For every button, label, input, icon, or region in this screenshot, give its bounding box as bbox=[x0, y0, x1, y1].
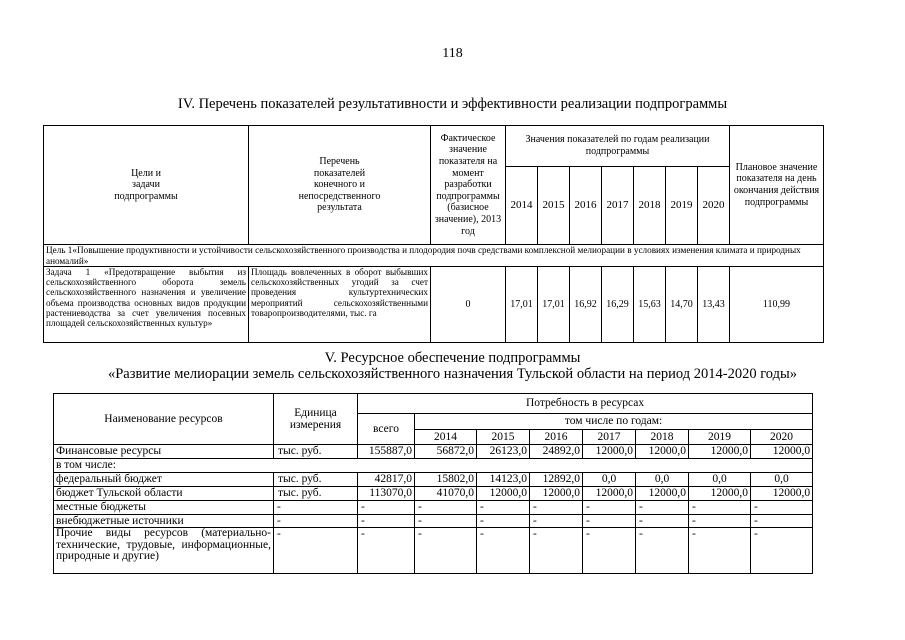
section-5-title-line1: V. Ресурсное обеспечение подпрограммы bbox=[324, 350, 581, 366]
resource-value: - bbox=[477, 514, 530, 528]
year-header: 2015 bbox=[477, 430, 530, 445]
resource-name: Финансовые ресурсы bbox=[54, 445, 274, 459]
resource-value: - bbox=[530, 514, 583, 528]
resource-value: 0,0 bbox=[636, 473, 689, 487]
resource-value: - bbox=[636, 528, 689, 574]
resource-value: 12000,0 bbox=[689, 487, 751, 501]
resource-value: 12000,0 bbox=[583, 487, 636, 501]
year-header: 2016 bbox=[570, 167, 602, 245]
header-by-years: том числе по годам: bbox=[415, 414, 813, 430]
resource-total: - bbox=[358, 501, 415, 515]
resource-value: - bbox=[636, 501, 689, 515]
resources-table bbox=[53, 393, 813, 574]
year-header: 2018 bbox=[634, 167, 666, 245]
resource-value: 0,0 bbox=[689, 473, 751, 487]
resource-value: - bbox=[689, 528, 751, 574]
resource-value: - bbox=[530, 528, 583, 574]
resource-value: 12000,0 bbox=[751, 487, 813, 501]
table-row bbox=[54, 459, 813, 473]
resource-name: федеральный бюджет bbox=[54, 473, 274, 487]
resource-value: - bbox=[751, 501, 813, 515]
resource-value: 12000,0 bbox=[636, 487, 689, 501]
resource-total: 42817,0 bbox=[358, 473, 415, 487]
year-value: 17,01 bbox=[506, 267, 538, 343]
resource-value: 41070,0 bbox=[415, 487, 477, 501]
year-header: 2019 bbox=[666, 167, 698, 245]
resource-name: бюджет Тульской области bbox=[54, 487, 274, 501]
section-5-title bbox=[40, 350, 865, 382]
year-value: 13,43 bbox=[698, 267, 730, 343]
resource-value: - bbox=[477, 528, 530, 574]
resource-value: 0,0 bbox=[751, 473, 813, 487]
resource-unit: тыс. руб. bbox=[274, 487, 358, 501]
resource-name: в том числе: bbox=[54, 459, 813, 473]
year-header: 2017 bbox=[602, 167, 634, 245]
year-header: 2020 bbox=[698, 167, 730, 245]
header-years-group: Значения показателей по годам реализации подпрограммы bbox=[506, 126, 730, 167]
table-row bbox=[54, 487, 813, 501]
resource-name: местные бюджеты bbox=[54, 501, 274, 515]
year-value: 17,01 bbox=[538, 267, 570, 343]
resource-value: - bbox=[751, 528, 813, 574]
header-unit: Единица измерения bbox=[274, 394, 358, 445]
year-header: 2020 bbox=[751, 430, 813, 445]
resource-value: - bbox=[530, 501, 583, 515]
resource-value: - bbox=[415, 501, 477, 515]
resource-name: Прочие виды ресурсов (материально-технические, трудовые, информационные, природные и другие) bbox=[54, 528, 274, 574]
resource-value: - bbox=[583, 528, 636, 574]
resource-unit: тыс. руб. bbox=[274, 473, 358, 487]
section-4-title: IV. Перечень показателей результативности и эффективности реализации подпрограммы bbox=[177, 96, 728, 112]
year-value: 16,92 bbox=[570, 267, 602, 343]
resource-unit: - bbox=[274, 528, 358, 574]
header-resource: Наименование ресурсов bbox=[54, 394, 274, 445]
resource-value: 24892,0 bbox=[530, 445, 583, 459]
page-number: 118 bbox=[442, 46, 463, 61]
year-header: 2015 bbox=[538, 167, 570, 245]
indicator-cell: Площадь вовлеченных в оборот выбывших сельскохозяйственных угодий за счет проведения культуртехнических мероприятий сельскохозяйственными товаропроизводителями, тыс. га bbox=[249, 267, 431, 343]
planned-value: 110,99 bbox=[730, 267, 824, 343]
year-header: 2016 bbox=[530, 430, 583, 445]
resource-value: - bbox=[751, 514, 813, 528]
resource-value: - bbox=[636, 514, 689, 528]
year-header: 2019 bbox=[689, 430, 751, 445]
indicators-table bbox=[43, 125, 824, 343]
resource-value: 12892,0 bbox=[530, 473, 583, 487]
resource-value: 12000,0 bbox=[477, 487, 530, 501]
table-row bbox=[54, 501, 813, 515]
goal-row: Цель 1«Повышение продуктивности и устойчивости сельскохозяйственного производства и плодородия почв средствами комплексной мелиорации в условиях изменения климата и природных аномалий» bbox=[44, 245, 824, 267]
resource-value: 15802,0 bbox=[415, 473, 477, 487]
header-baseline: Фактическое значение показателя на момент разработки подпрограммы (базисное значение), 2013 год bbox=[431, 126, 506, 245]
year-header: 2014 bbox=[415, 430, 477, 445]
header-goals: Цели и задачи подпрограммы bbox=[44, 126, 249, 245]
resource-unit: - bbox=[274, 501, 358, 515]
section-5-title-line2: «Развитие мелиорации земель сельскохозяйственного назначения Тульской области на период 2014-2020 годы» bbox=[107, 366, 798, 382]
resource-value: 56872,0 bbox=[415, 445, 477, 459]
header-indicators: Перечень показателей конечного и непосредственного результата bbox=[249, 126, 431, 245]
header-need: Потребность в ресурсах bbox=[358, 394, 813, 414]
resource-unit: - bbox=[274, 514, 358, 528]
resource-value: 12000,0 bbox=[689, 445, 751, 459]
resource-value: - bbox=[415, 514, 477, 528]
resource-value: - bbox=[415, 528, 477, 574]
table-row bbox=[54, 445, 813, 459]
resource-value: - bbox=[583, 501, 636, 515]
table-row bbox=[54, 473, 813, 487]
resource-value: 12000,0 bbox=[636, 445, 689, 459]
year-header: 2018 bbox=[636, 430, 689, 445]
year-value: 16,29 bbox=[602, 267, 634, 343]
resource-value: 12000,0 bbox=[530, 487, 583, 501]
resource-value: - bbox=[689, 514, 751, 528]
resource-value: 12000,0 bbox=[583, 445, 636, 459]
task-cell: Задача 1 «Предотвращение выбытия из сельскохозяйственного оборота земель сельскохозяйственного назначения и увеличение объема производства основных видов продукции растениеводства за счет увеличения посевных площадей сельскохозяйственных культур» bbox=[44, 267, 249, 343]
resource-total: - bbox=[358, 514, 415, 528]
table-row bbox=[54, 514, 813, 528]
year-header: 2017 bbox=[583, 430, 636, 445]
header-planned: Плановое значение показателя на день окончания действия подпрограммы bbox=[730, 126, 824, 245]
baseline-value: 0 bbox=[431, 267, 506, 343]
resource-total: - bbox=[358, 528, 415, 574]
header-total: всего bbox=[358, 414, 415, 445]
year-value: 14,70 bbox=[666, 267, 698, 343]
resource-value: 14123,0 bbox=[477, 473, 530, 487]
year-value: 15,63 bbox=[634, 267, 666, 343]
year-header: 2014 bbox=[506, 167, 538, 245]
resource-value: - bbox=[477, 501, 530, 515]
resource-total: 113070,0 bbox=[358, 487, 415, 501]
resource-value: 26123,0 bbox=[477, 445, 530, 459]
resource-value: - bbox=[689, 501, 751, 515]
resource-value: 12000,0 bbox=[751, 445, 813, 459]
table-row bbox=[54, 528, 813, 574]
resource-unit: тыс. руб. bbox=[274, 445, 358, 459]
resource-value: - bbox=[583, 514, 636, 528]
resource-total: 155887,0 bbox=[358, 445, 415, 459]
resource-name: внебюджетные источники bbox=[54, 514, 274, 528]
resource-value: 0,0 bbox=[583, 473, 636, 487]
